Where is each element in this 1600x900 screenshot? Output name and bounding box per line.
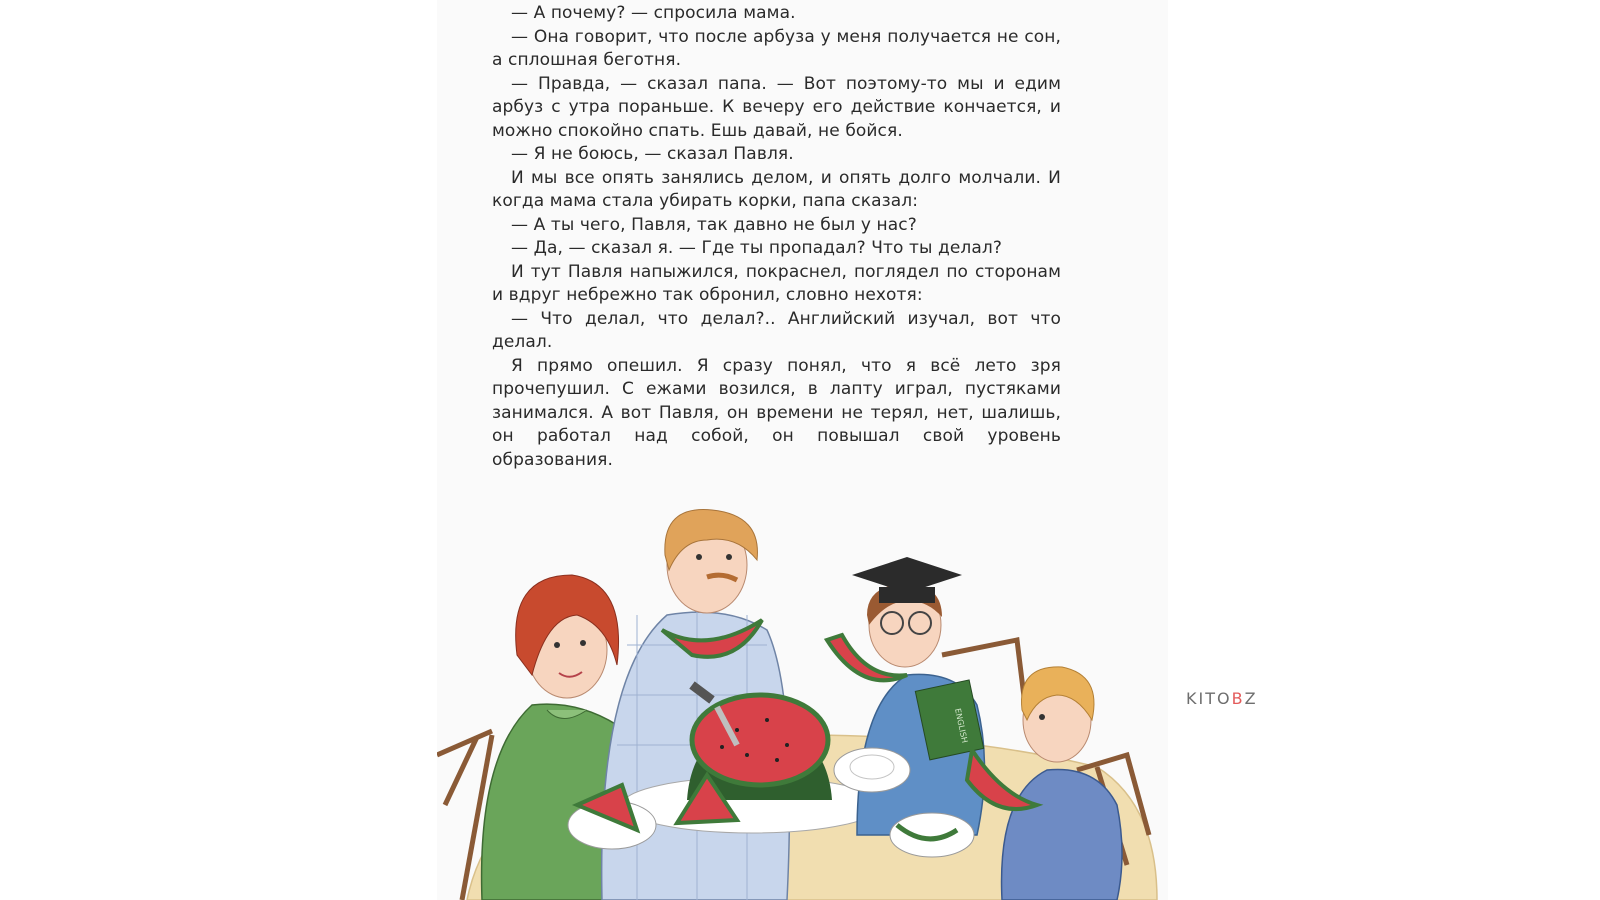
- paragraph: — А ты чего, Павля, так давно не был у нас?: [511, 214, 917, 235]
- paragraph: — Я не боюсь, — сказал Павля.: [511, 144, 794, 164]
- paragraph: И тут Павля напыжился, покраснел, поглядел по сторонам и вдруг небрежно так обронил, словно нехотя:: [492, 261, 1061, 305]
- site-logo: KITOBZ: [1186, 689, 1258, 708]
- paragraph: — Да, — сказал я. — Где ты пропадал? Что ты делал?: [511, 238, 1003, 258]
- paragraph: — Правда, — сказал папа. — Вот поэтому-то мы и едим арбуз с утра пораньше. К вечеру его действие кончается, и можно спокойно спать. Ешь давай, не бойся.: [492, 73, 1061, 141]
- book-label: ENGLISH: [953, 707, 970, 744]
- paragraph: И мы все опять занялись делом, и опять долго молчали. И когда мама стала убирать корки, папа сказал:: [492, 167, 1061, 211]
- story-text: [492, 2, 1061, 472]
- paragraph: — Она говорит, что после арбуза у меня получается не сон, а сплошная беготня.: [492, 26, 1061, 70]
- plate: [890, 813, 974, 857]
- paragraph: — А почему? — спросила мама.: [511, 3, 796, 23]
- family-watermelon-illustration: [437, 505, 1168, 900]
- paragraph: Я прямо опешил. Я сразу понял, что я всё лето зря прочепушил. С ежами возился, в лапту играл, пустяками занимался. А вот Павля, он времени не терял, нет, шалишь, он работал над собой, он повышал свой уровень образования.: [492, 355, 1061, 470]
- book-page: [437, 0, 1168, 900]
- paragraph: — Что делал, что делал?.. Английский изучал, вот что делал.: [492, 308, 1061, 352]
